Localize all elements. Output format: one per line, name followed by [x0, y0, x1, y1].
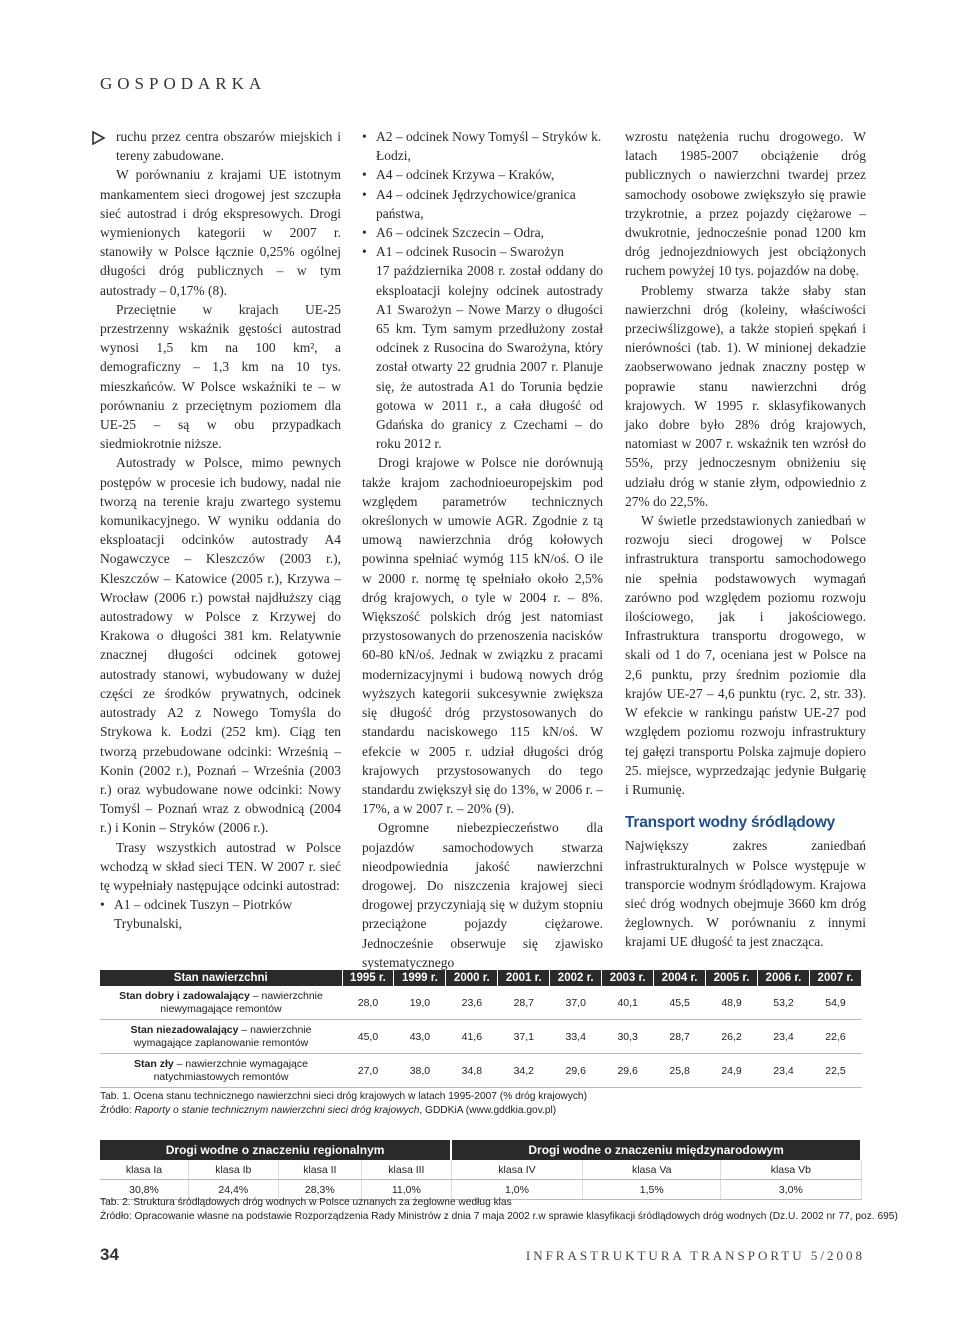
table-cell: 30,8% [100, 1180, 189, 1200]
paragraph: W porównaniu z krajami UE istotnym mankamentem sieci drogowej jest szczupła sieć autostrad i dróg ekspresowych. Drogi wymienionych kategorii w 2007 r. stanowiły w Polsce łącznie 0,25% ogólnej długości dróg publicznych – w tym autostrady – 0,17% (8). [100, 167, 341, 298]
bullet-icon: • [362, 129, 367, 144]
table-cell: 54,9 [809, 986, 861, 1020]
table-cell: 41,6 [446, 1020, 498, 1054]
table-cell: 34,2 [498, 1054, 550, 1088]
table-cell: 26,2 [706, 1020, 758, 1054]
bullet-icon: • [362, 244, 367, 260]
list-item: • A4 – odcinek Jędrzychowice/granica państwa, [362, 186, 576, 221]
table-cell: 38,0 [394, 1054, 446, 1088]
column-header: 2004 r. [654, 970, 706, 986]
table-row [100, 1054, 862, 1088]
table-cell: 30,3 [602, 1020, 654, 1054]
motorway-list [362, 127, 603, 261]
table-cell: 29,6 [550, 1054, 602, 1088]
table-cell: klasa Ia [100, 1160, 189, 1180]
bullet-icon: • [362, 167, 367, 183]
road-condition-table [100, 970, 862, 1088]
column-header: 2007 r. [809, 970, 861, 986]
bullet-icon: • [362, 225, 367, 241]
table-cell: klasa Vb [721, 1160, 861, 1180]
paragraph: Autostrady w Polsce, mimo pewnych postępów w procesie ich budowy, nadal nie tworzą na terenie kraju zwartego systemu komunikacyjnego. W wyniku oddania do eksploatacji odcinków autostrady A4 Nogawczyce – Kleszczów (2003 r.), Kleszczów – Katowice (2005 r.), Krzywa – Wrocław (2006 r.) powstał najdłuższy ciąg autostradowy w Polsce z Krzywej do Krakowa o długości 381 km. Relatywnie znacznej długości odcinek gotowej autostrady stanowi, wybudowany w dużej części ze środków prywatnych, odcinek autostrady A2 z Nowego Tomyśla do Strykowa k. Łodzi (252 km). Ciąg ten tworzą przebudowane odcinki: Wrześnią – Konin (2002 r.), Poznań – Września (2003 r.) oraz wybudowane nowe odcinki: Nowy Tomyśl – Poznań wraz z obwodnicą (2004 r.) i Konin – Stryków (2006 r.). [100, 455, 341, 836]
paragraph: Przeciętnie w krajach UE-25 przestrzenny wskaźnik gęstości autostrad wynosi 1,5 km na 100 km², a demograficzny – 1,3 km na 10 tys. mieszkańców. W Polsce wskaźniki te – w porównaniu z przeciętnym poziomem dla UE-25 – są w obu przypadkach siedmiokrotnie niższe. [100, 301, 341, 452]
column-header: 2006 r. [758, 970, 810, 986]
column-group-header: Drogi wodne o znaczeniu regionalnym [100, 1140, 451, 1160]
column-header: 2001 r. [498, 970, 550, 986]
table-cell: 1,0% [451, 1180, 583, 1200]
table-2-caption: Tab. 2. Struktura śródlądowych dróg wodnych w Polsce uznanych za żeglowne według klas Źródło: Opracowanie własne na podstawie Rozporządzenia Rady Ministrów z dnia 7 maja 2002 r.w sprawie klasyfikacji śródlądowych dróg wodnych (Dz.U. 2002 nr 77, poz. 695) [100, 1197, 898, 1222]
table-1-caption: Tab. 1. Ocena stanu technicznego nawierzchni sieci dróg krajowych w latach 1995-2007 (% dróg krajowych) Źródło: Raporty o stanie technicznym nawierzchni sieci dróg krajowych, GDDKiA (www.gddkia.gov.pl) [100, 1091, 587, 1116]
column-group-header: Drogi wodne o znaczeniu międzynarodowym [451, 1140, 861, 1160]
table-row [100, 1020, 862, 1054]
paragraph: wzrostu natężenia ruchu drogowego. W latach 1985-2007 obciążenie dróg publicznych o nawierzchni twardej przez samochody osobowe zwiększyło się prawie trzykrotnie, a przez pojazdy ciężarowe – dwukrotnie, jednocześnie ponad 1200 km dróg jednojezdniowych jest obciążonych ruchem powyżej 10 tys. pojazdów na dobę. [625, 129, 866, 279]
subheading: Transport wodny śródlądowy [625, 814, 836, 832]
paragraph: Największy zakres zaniedbań infrastrukturalnych w Polsce występuje w transporcie wodnym śródlądowym. Krajowa sieć dróg wodnych obejmuje 3660 km dróg żeglownych. W porównaniu z innymi krajami UE długość ta jest znacząca. [625, 838, 866, 950]
table-cell: 24,9 [706, 1054, 758, 1088]
table-cell: klasa III [362, 1160, 452, 1180]
table-cell: 37,0 [550, 986, 602, 1020]
journal-title: INFRASTRUKTURA TRANSPORTU 5/2008 [525, 1248, 865, 1263]
table-cell: 27,0 [342, 1054, 394, 1088]
text-column-3 [625, 127, 866, 952]
column-header: 1995 r. [342, 970, 394, 986]
table-cell: 19,0 [394, 986, 446, 1020]
table-cell: 48,9 [706, 986, 758, 1020]
table-cell: klasa IV [451, 1160, 583, 1180]
table-header-row [100, 1140, 861, 1160]
paragraph: 17 października 2008 r. został oddany do eksploatacji kolejny odcinek autostrady A1 Swarożyn – Nowe Marzy o długości 65 km. Tym samym przedłużony został odcinek z Rusocina do Swarożyna, który został otwarty 22 grudnia 2007 r. Planuje się, że autostrada A1 do Torunia będzie gotowa w 2011 r., a cała długość od Gdańska do granicy z Czechami – do roku 2012 r. [376, 263, 603, 452]
motorway-list [100, 895, 341, 933]
paragraph: Trasy wszystkich autostrad w Polsce wchodzą w skład sieci TEN. W 2007 r. sieć tę wypełniały następujące odcinki autostrad: [100, 839, 341, 893]
paragraph: W świetle przedstawionych zaniedbań w rozwoju sieci drogowej w Polsce infrastruktura transportu samochodowego nie spełnia podstawowych wymagań zarówno pod względem poziomu rozwoju ilościowego, jak i jakościowego. Infrastruktura transportu drogowego, w skali od 1 do 7, oceniana jest w Polsce na 2,6 punktu, przy średnim poziomie dla krajów UE-27 – 4,6 punktu (ryc. 2, str. 33). W efekcie w rankingu państw UE-27 pod względem poziomu rozwoju infrastruktury tej gałęzi transportu Polska zajmuje dopiero 25. miejsce, wyprzedzając jedynie Bułgarię i Rumunię. [625, 513, 866, 797]
table-cell: klasa Ib [189, 1160, 279, 1180]
row-label: Stan dobry i zadowalający – nawierzchnie niewymagające remontów [100, 986, 342, 1020]
text-column-1 [100, 127, 341, 934]
bullet-icon: • [100, 897, 105, 913]
list-item: • A1 – odcinek Rusocin – Swarożyn [362, 242, 603, 261]
column-header: 2002 r. [550, 970, 602, 986]
table-cell: 25,8 [654, 1054, 706, 1088]
column-header: 2005 r. [706, 970, 758, 986]
waterways-table [100, 1140, 862, 1200]
list-item: • A6 – odcinek Szczecin – Odra, [362, 223, 603, 242]
paragraph: Drogi krajowe w Polsce nie dorównują także krajom zachodnioeuropejskim pod względem parametrów technicznych określonych w umowie AGR. Zgodnie z tą umową nawierzchnia dróg kołowych powinna spełniać wymóg 115 kN/oś. O ile w 2000 r. normę tę spełniało około 2,5% dróg krajowych, o tyle w 2004 r. – 8%. Większość polskich dróg jest natomiast przystosowanych do przenoszenia nacisków 60-80 kN/oś. Jednak w związku z pracami modernizacyjnymi i budową nowych dróg wyższych kategorii sukcesywnie zwiększa się długość dróg przystosowanych do standardu naciskowego 115 kN/oś. W efekcie w 2005 r. udział długości dróg krajowych przystosowanych do tego standardu zwiększył się do 13%, w 2006 r. – 17%, a w 2007 r. – 20% (9). [362, 455, 603, 817]
table-header-row [100, 970, 862, 986]
table-cell: 33,4 [550, 1020, 602, 1054]
paragraph: ruchu przez centra obszarów miejskich i tereny zabudowane. [116, 129, 341, 164]
list-item: • A1 – odcinek Tuszyn – Piotrków Trybunalski, [100, 897, 293, 932]
table-cell: 43,0 [394, 1020, 446, 1054]
table-cell: 45,0 [342, 1020, 394, 1054]
table-cell: 37,1 [498, 1020, 550, 1054]
table-cell: 40,1 [602, 986, 654, 1020]
table-cell: 45,5 [654, 986, 706, 1020]
table-cell: 34,8 [446, 1054, 498, 1088]
table-cell: 28,0 [342, 986, 394, 1020]
column-header: Stan nawierzchni [100, 970, 342, 986]
table-cell: 11,0% [362, 1180, 452, 1200]
table-cell: 28,7 [654, 1020, 706, 1054]
section-title: GOSPODARKA [100, 74, 267, 93]
paragraph: Problemy stwarza także słaby stan nawierzchni dróg (koleiny, właściwości przeciwślizgowe), a także stopień spękań i nierówności (tab. 1). W minionej dekadzie zaobserwowano jednak znaczny postęp w poprawie stanu nawierzchni dróg krajowych. W 1995 r. sklasyfikowanych jako dobre było 28% dróg krajowych, natomiast w 2007 r. wskaźnik ten wzrósł do 55%, przy jednoczesnym obniżeniu się udziału dróg w stanie złym, odpowiednio z 27% do 22,5%. [625, 282, 866, 509]
table-cell: 23,6 [446, 986, 498, 1020]
table-cell: 22,5 [809, 1054, 861, 1088]
table-cell: 1,5% [583, 1180, 721, 1200]
page-number: 34 [100, 1245, 119, 1264]
table-cell: 29,6 [602, 1054, 654, 1088]
table-row [100, 986, 862, 1020]
table-cell: 3,0% [721, 1180, 861, 1200]
bullet-icon: • [362, 186, 367, 202]
table-cell: 23,4 [758, 1054, 810, 1088]
list-item: • A4 – odcinek Krzywa – Kraków, [362, 165, 603, 184]
column-header: 1999 r. [394, 970, 446, 986]
table-cell: 28,7 [498, 986, 550, 1020]
table-row [100, 1160, 861, 1180]
column-header: 2003 r. [602, 970, 654, 986]
table-cell: klasa Va [583, 1160, 721, 1180]
table-cell: 28,3% [278, 1180, 361, 1200]
paragraph: Ogromne niebezpieczeństwo dla pojazdów samochodowych stwarza nieodpowiednia jakość nawierzchni drogowej. Do niszczenia krajowej sieci drogowej przyczyniają się w dużym stopniu przeciążone pojazdy ciężarowe. Jednocześnie obserwuje się zjawisko systematycznego [362, 820, 603, 970]
list-item: • A2 – odcinek Nowy Tomyśl – Stryków k. Łodzi, [362, 129, 602, 164]
table-cell: 22,6 [809, 1020, 861, 1054]
row-label: Stan zły – nawierzchnie wymagające natychmiastowych remontów [100, 1054, 342, 1088]
row-label: Stan niezadowalający – nawierzchnie wymagające zaplanowanie remontów [100, 1020, 342, 1054]
table-cell: 23,4 [758, 1020, 810, 1054]
column-header: 2000 r. [446, 970, 498, 986]
table-cell: 53,2 [758, 986, 810, 1020]
table-cell: klasa II [278, 1160, 361, 1180]
table-cell: 24,4% [189, 1180, 279, 1200]
text-column-2 [362, 127, 603, 972]
